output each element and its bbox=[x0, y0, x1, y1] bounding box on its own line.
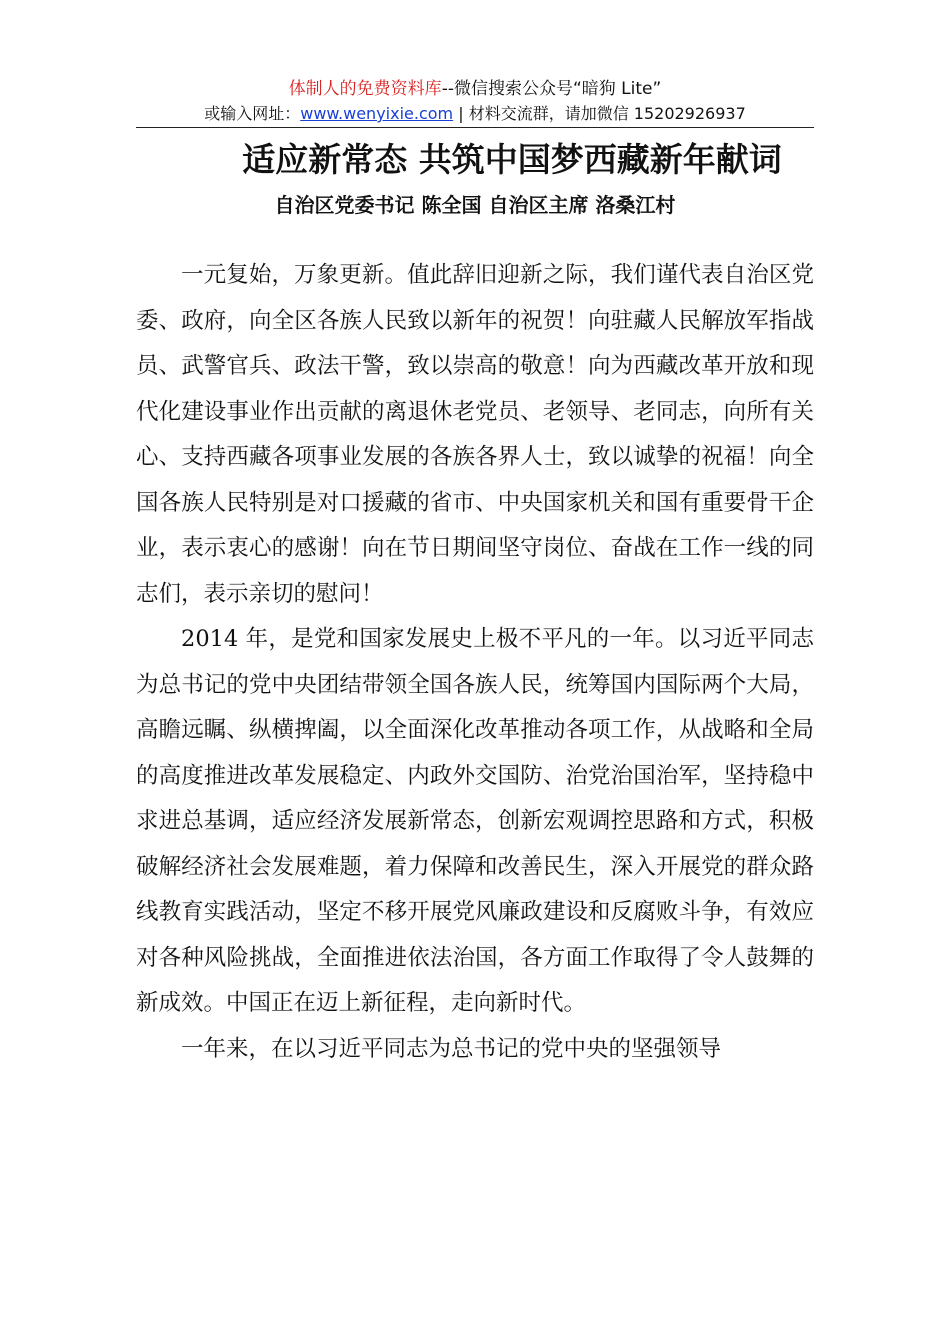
header-line-contact bbox=[0, 103, 950, 125]
document-body bbox=[136, 253, 814, 1072]
document-authors: 自治区党委书记 陈全国 自治区主席 洛桑江村 bbox=[274, 193, 676, 217]
header-line-promo bbox=[0, 78, 950, 100]
url-prefix: 或输入网址： bbox=[204, 104, 301, 123]
body-paragraph: 一元复始，万象更新。值此辞旧迎新之际，我们谨代表自治区党委、政府，向全区各族人民致以新年的祝贺！向驻藏人民解放军指战员、武警官兵、政法干警，致以崇高的敬意！向为西藏改革开放和现代化建设事业作出贡献的离退休老党员、老领导、老同志，向所有关心、支持西藏各项事业发展的各族各界人士，致以诚挚的祝福！向全国各族人民特别是对口援藏的省市、中央国家机关和国有重要骨干企业，表示衷心的感谢！向在节日期间坚守岗位、奋战在工作一线的同志们，表示亲切的慰问！ bbox=[136, 262, 814, 607]
document-title: 适应新常态 共筑中国梦西藏新年献词 bbox=[242, 140, 782, 179]
header-divider bbox=[136, 127, 814, 128]
website-link[interactable]: www.wenyixie.com bbox=[300, 104, 454, 123]
contact-info: | 材料交流群，请加微信 15202926937 bbox=[453, 104, 746, 123]
brand-name: 体制人的免费资料库 bbox=[288, 79, 442, 99]
header-tagline: --微信搜索公众号“暗狗 Lite” bbox=[441, 79, 662, 99]
body-paragraph: 2014 年，是党和国家发展史上极不平凡的一年。以习近平同志为总书记的党中央团结带领全国各族人民，统筹国内国际两个大局，高瞻远瞩、纵横捭阖，以全面深化改革推动各项工作，从战略和全局的高度推进改革发展稳定、内政外交国防、治党治国治军，坚持稳中求进总基调，适应经济发展新常态，创新宏观调控思路和方式，积极破解经济社会发展难题，着力保障和改善民生，深入开展党的群众路线教育实践活动，坚定不移开展党风廉政建设和反腐败斗争，有效应对各种风险挑战，全面推进依法治国，各方面工作取得了令人鼓舞的新成效。中国正在迈上新征程，走向新时代。 bbox=[136, 626, 814, 1016]
body-paragraph: 一年来，在以习近平同志为总书记的党中央的坚强领导 bbox=[181, 1035, 722, 1062]
